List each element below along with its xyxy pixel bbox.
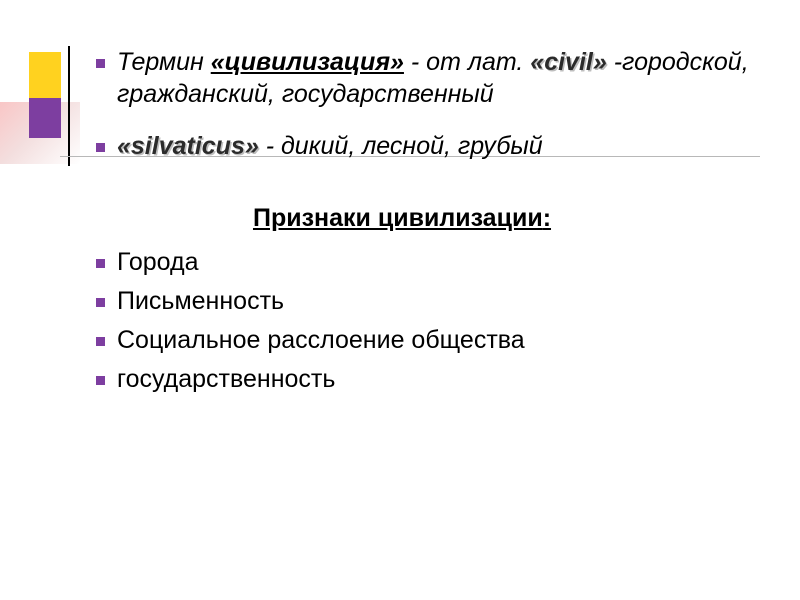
square-bullet-icon xyxy=(96,59,105,68)
square-bullet-icon xyxy=(96,337,105,346)
section-heading xyxy=(96,204,768,233)
section-heading-text: Признаки цивилизации xyxy=(252,204,543,232)
yellow-rectangle xyxy=(29,52,61,98)
square-bullet-icon xyxy=(96,298,105,307)
definition-civil-gloss: -городской, гражданский, государственный xyxy=(117,48,749,108)
definition-term: «цивилизация» xyxy=(210,48,404,76)
bullet-definition-civil xyxy=(96,46,768,110)
feature-label: Социальное расслоение общества xyxy=(117,326,525,354)
spacer xyxy=(96,112,768,130)
violet-rectangle xyxy=(29,98,61,138)
list-item xyxy=(96,364,768,394)
list-item xyxy=(96,247,768,277)
definition-prefix: Термин xyxy=(117,48,211,76)
latin-word-civil: «civil» xyxy=(530,48,607,76)
definition-silvaticus-text xyxy=(117,130,768,162)
bullet-definition-silvaticus xyxy=(96,130,768,162)
list-item xyxy=(96,286,768,316)
latin-word-silvaticus: «silvaticus» xyxy=(117,132,259,160)
vertical-rule xyxy=(68,46,70,166)
slide-content xyxy=(96,46,768,403)
definition-civil-text xyxy=(117,46,768,110)
feature-label: Города xyxy=(117,248,199,276)
list-item xyxy=(96,325,768,355)
section-heading-colon: : xyxy=(542,204,552,232)
feature-label: Письменность xyxy=(117,287,285,315)
feature-label: государственность xyxy=(117,365,336,393)
definition-connector: - от лат. xyxy=(403,48,531,76)
definition-silvaticus-gloss: - дикий, лесной, грубый xyxy=(258,132,543,160)
gradient-swatch xyxy=(0,102,80,164)
square-bullet-icon xyxy=(96,143,105,152)
square-bullet-icon xyxy=(96,259,105,268)
square-bullet-icon xyxy=(96,376,105,385)
